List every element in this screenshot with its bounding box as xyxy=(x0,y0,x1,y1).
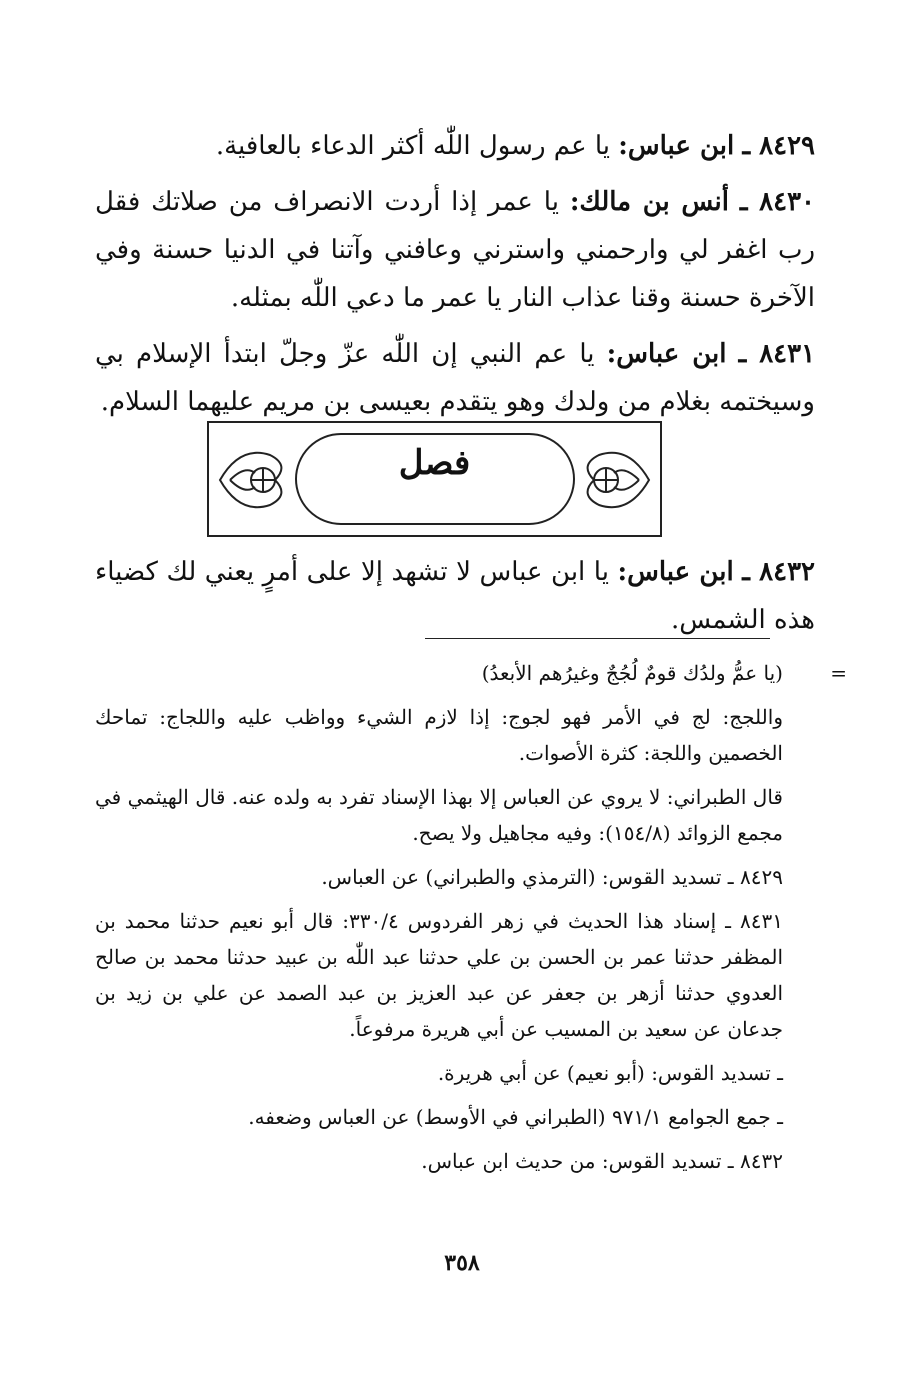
ornament-right-icon xyxy=(574,435,654,525)
footnote-line: ٨٤٢٩ ـ تسديد القوس: (الترمذي والطبراني) عن العباس. xyxy=(321,865,783,889)
entry-text: يا عمر إذا أردت الانصراف من صلاتك فقل رب اغفر لي وارحمني واسترني وعافني وآتنا في الدنيا حسنة وفي الآخرة حسنة وقنا عذاب النار يا عمر ما دعي اللّٰه بمثله. xyxy=(95,187,816,313)
footnote-line: واللجج: لج في الأمر فهو لجوج: إذا لازم الشيء وواظب عليه واللجاج: تماحك الخصمين واللجة: كثرة الأصوات. xyxy=(95,705,783,765)
main-text-after-heading xyxy=(95,548,815,644)
footnote-separator xyxy=(425,638,770,639)
narrator: أنس بن مالك: xyxy=(569,187,730,217)
entry-8429 xyxy=(95,122,815,170)
continuation-mark: = xyxy=(830,661,847,685)
entry-text: يا ابن عباس لا تشهد إلا على أمرٍ يعني لك كضياء هذه الشمس. xyxy=(95,557,815,635)
footnote-verse: = (يا عمُّ ولدُك قومٌ لُجُجٌ وغيرُهم الأبعدُ) xyxy=(95,655,815,691)
narrator: ابن عباس: xyxy=(617,557,734,587)
narrator: ابن عباس: xyxy=(618,131,735,161)
main-text xyxy=(95,122,815,434)
footnotes xyxy=(95,655,847,1187)
footnote-line: ٨٤٣٢ ـ تسديد القوس: من حديث ابن عباس. xyxy=(421,1149,783,1173)
section-title: فصل xyxy=(398,443,471,483)
entry-8431 xyxy=(95,330,815,426)
entry-8430 xyxy=(95,178,815,322)
footnote-line: ٨٤٣١ ـ إسناد هذا الحديث في زهر الفردوس ٣٣٠/٤: قال أبو نعيم حدثنا محمد بن المظفر حدثنا عمر بن الحسن بن علي حدثنا عبد اللّٰه بن عبيد حدثنا محمد بن صالح العدوي حدثنا أزهر بن جعفر عن عبد العزيز بن عبد الصمد عن علي بن زيد بن جدعان عن سعيد بن المسيب عن أبي هريرة مرفوعاً. xyxy=(95,909,784,1041)
page-number: ٣٥٨ xyxy=(444,1250,480,1276)
footnote-line: ـ جمع الجوامع ٩٧١/١ (الطبراني في الأوسط) عن العباس وضعفه. xyxy=(248,1105,783,1129)
entry-number: ٨٤٣٠ ـ xyxy=(739,187,816,217)
footnote-line: ـ تسديد القوس: (أبو نعيم) عن أبي هريرة. xyxy=(437,1061,783,1085)
entry-8432 xyxy=(95,548,815,644)
narrator: ابن عباس: xyxy=(606,339,727,369)
section-heading-frame xyxy=(207,421,662,537)
entry-text: يا عم النبي إن اللّٰه عزّ وجلّ ابتدأ الإسلام بي وسيختمه بغلام من ولدك وهو يتقدم بعيسى بن مريم عليهما السلام. xyxy=(95,339,815,417)
entry-number: ٨٤٢٩ ـ xyxy=(742,131,815,161)
footnote-line: قال الطبراني: لا يروي عن العباس إلا بهذا الإسناد تفرد به ولده عنه. قال الهيثمي في مجمع الزوائد (١٥٤/٨): وفيه مجاهيل ولا يصح. xyxy=(95,785,783,845)
entry-text: يا عم رسول اللّٰه أكثر الدعاء بالعافية. xyxy=(215,131,611,161)
entry-number: ٨٤٣٢ ـ xyxy=(742,557,816,587)
entry-number: ٨٤٣١ ـ xyxy=(738,339,816,369)
